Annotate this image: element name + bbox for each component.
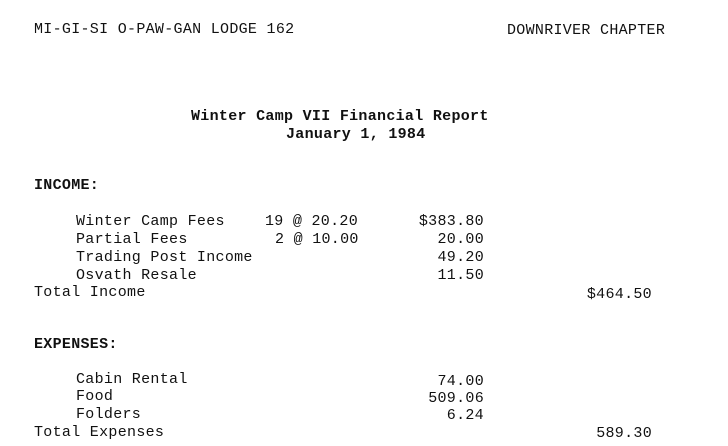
expense-item-amount: 509.06 [428, 390, 484, 407]
income-item-label: Osvath Resale [76, 267, 197, 284]
expense-item-label: Folders [76, 406, 142, 423]
report-title: Winter Camp VII Financial Report [191, 108, 489, 125]
total-expenses-amount: 589.30 [596, 425, 652, 442]
expense-item-label: Food [76, 388, 114, 405]
income-item-label: Trading Post Income [76, 249, 253, 266]
income-item-label: Winter Camp Fees [76, 213, 225, 230]
expense-item-label: Cabin Rental [76, 371, 188, 388]
total-expenses-label: Total Expenses [34, 424, 165, 441]
income-item-amount: 20.00 [437, 231, 484, 248]
income-item-amount: $383.80 [418, 213, 484, 230]
expenses-heading: EXPENSES: [34, 336, 118, 353]
expense-item-amount: 74.00 [437, 373, 484, 390]
income-item-label: Partial Fees [76, 231, 188, 248]
report-date: January 1, 1984 [286, 126, 426, 143]
chapter-name: DOWNRIVER CHAPTER [507, 22, 666, 39]
income-item-amount: 11.50 [437, 267, 484, 284]
total-income-amount: $464.50 [586, 286, 652, 303]
lodge-name: MI-GI-SI O-PAW-GAN LODGE 162 [34, 21, 295, 38]
income-heading: INCOME: [34, 177, 100, 194]
income-item-amount: 49.20 [437, 249, 484, 266]
income-item-detail: 2 @ 10.00 [275, 231, 359, 248]
income-item-detail: 19 @ 20.20 [265, 213, 359, 230]
total-income-label: Total Income [34, 284, 146, 301]
expense-item-amount: 6.24 [446, 407, 484, 424]
